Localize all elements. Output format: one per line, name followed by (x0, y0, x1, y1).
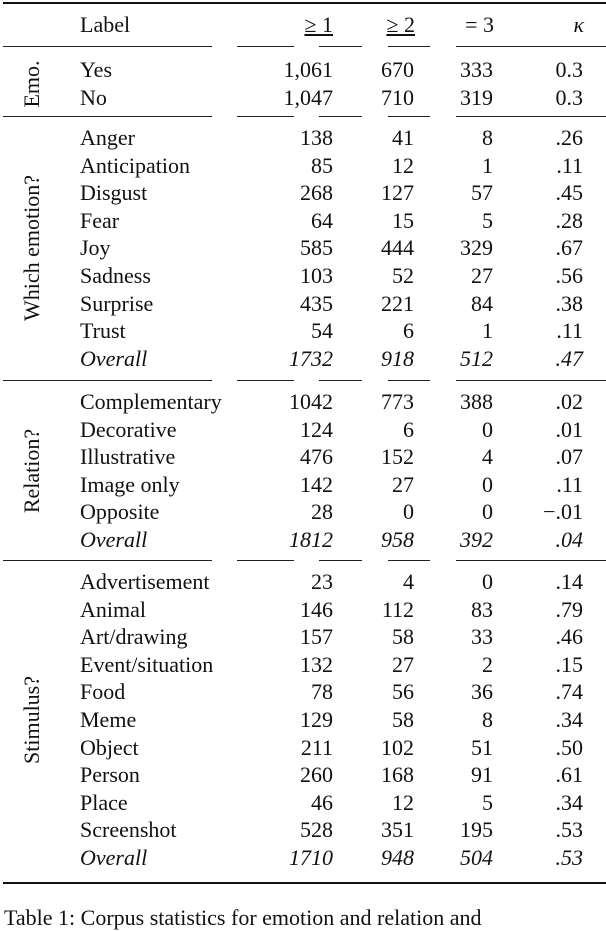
value-ge1: 435 (300, 290, 333, 316)
value-kappa: .07 (555, 444, 583, 470)
value-ge2: 6 (403, 416, 414, 442)
table-row (0, 262, 606, 289)
value-kappa: .47 (555, 345, 583, 371)
row-label: Screenshot (80, 817, 177, 843)
value-eq3: 36 (471, 679, 493, 705)
value-kappa: 0.3 (555, 84, 583, 110)
value-kappa: .28 (555, 207, 583, 233)
value-ge2: 102 (381, 734, 414, 760)
value-eq3: 0 (482, 569, 493, 594)
value-eq3: 5 (482, 789, 493, 815)
table-row (0, 678, 606, 705)
value-eq3: 388 (460, 389, 493, 414)
group-rule-segment (237, 46, 294, 47)
group-rule-segment (3, 560, 212, 561)
value-ge1: 528 (300, 817, 333, 843)
value-kappa: .26 (555, 125, 583, 150)
value-ge1: 1732 (289, 345, 333, 371)
table-row (0, 152, 606, 179)
row-label: Overall (80, 845, 148, 870)
row-label: Meme (80, 707, 137, 732)
group-rule-segment (388, 560, 430, 561)
value-ge2: 112 (381, 596, 414, 622)
group-rule-segment (319, 380, 362, 381)
group-rule-segment (237, 560, 294, 561)
table-row (0, 526, 606, 553)
value-kappa: .11 (556, 152, 583, 178)
value-kappa: .61 (555, 762, 583, 788)
table-row (0, 734, 606, 761)
value-ge2: 4 (403, 569, 414, 594)
row-label: Complementary (80, 389, 222, 414)
value-kappa: .50 (555, 734, 583, 760)
value-ge1: 1710 (289, 845, 333, 870)
value-ge1: 78 (311, 679, 333, 705)
value-eq3: 319 (460, 84, 493, 110)
group-label-text: Which emotion? (18, 175, 44, 322)
value-ge2: 52 (392, 263, 414, 288)
group-rule-segment (388, 380, 430, 381)
row-label: Anger (80, 125, 135, 150)
value-ge1: 585 (300, 235, 333, 261)
value-ge2: 27 (392, 651, 414, 677)
value-ge1: 138 (300, 125, 333, 150)
value-ge2: 127 (381, 180, 414, 206)
value-eq3: 84 (471, 290, 493, 316)
value-ge2: 918 (381, 345, 414, 371)
value-kappa: .15 (555, 651, 583, 677)
value-ge2: 351 (381, 817, 414, 843)
row-label: Place (80, 789, 128, 815)
value-ge1: 157 (300, 624, 333, 650)
value-eq3: 1 (482, 152, 493, 178)
value-kappa: .53 (555, 817, 583, 843)
value-ge1: 103 (300, 263, 333, 288)
value-kappa: .67 (555, 235, 583, 261)
row-label: Art/drawing (80, 624, 188, 650)
value-eq3: 392 (460, 527, 493, 552)
row-label: Animal (80, 596, 146, 622)
group-rule-segment (237, 380, 294, 381)
value-ge2: 12 (392, 152, 414, 178)
header-ge2: ≥ 2 (386, 12, 415, 37)
table-row (0, 623, 606, 650)
table-row (0, 234, 606, 261)
value-kappa: .02 (555, 389, 583, 414)
group-rule-segment (319, 116, 362, 117)
row-label: Food (80, 679, 126, 705)
value-ge2: 773 (381, 389, 414, 414)
value-ge2: 41 (392, 125, 414, 150)
value-ge2: 12 (392, 789, 414, 815)
row-label: Overall (80, 345, 148, 371)
value-ge1: 28 (311, 499, 333, 525)
value-eq3: 333 (460, 57, 493, 82)
value-kappa: .01 (555, 416, 583, 442)
row-label: Object (80, 734, 139, 760)
value-ge1: 124 (300, 416, 333, 442)
table-row (0, 706, 606, 733)
table-row (0, 471, 606, 498)
group-rule-segment (319, 560, 362, 561)
row-label: Image only (80, 471, 180, 497)
table-row (0, 416, 606, 443)
value-ge1: 146 (300, 596, 333, 622)
group-rule-segment (3, 46, 212, 47)
row-label: Opposite (80, 499, 160, 525)
value-kappa: .53 (555, 845, 583, 870)
header-label: Label (80, 12, 131, 37)
value-kappa: .46 (555, 624, 583, 650)
value-eq3: 91 (471, 762, 493, 788)
value-ge2: 221 (381, 290, 414, 316)
value-eq3: 5 (482, 207, 493, 233)
row-label: Joy (80, 235, 111, 261)
row-label: No (80, 84, 107, 110)
table-row (0, 317, 606, 344)
table-row (0, 84, 606, 111)
group-rule-segment (456, 380, 606, 381)
table-row (0, 498, 606, 525)
table-row (0, 345, 606, 372)
value-ge1: 268 (300, 180, 333, 206)
value-ge2: 6 (403, 318, 414, 344)
value-ge2: 15 (392, 207, 414, 233)
value-eq3: 57 (471, 180, 493, 206)
value-eq3: 504 (460, 845, 493, 870)
group-rule-segment (3, 380, 212, 381)
table-row (0, 789, 606, 816)
value-ge1: 85 (311, 152, 333, 178)
value-eq3: 0 (482, 499, 493, 525)
row-label: Trust (80, 318, 126, 344)
table-row (0, 816, 606, 843)
table-row (0, 761, 606, 788)
value-eq3: 195 (460, 817, 493, 843)
table-row (0, 388, 606, 415)
value-eq3: 1 (482, 318, 493, 344)
table-row (0, 844, 606, 871)
group-rule-segment (456, 560, 606, 561)
row-label: Event/situation (80, 651, 214, 677)
table-row (0, 651, 606, 678)
value-ge1: 54 (311, 318, 333, 344)
group-rule-segment (319, 46, 362, 47)
value-ge1: 23 (311, 569, 333, 594)
value-ge2: 670 (381, 57, 414, 82)
value-eq3: 512 (460, 345, 493, 371)
value-ge1: 132 (300, 651, 333, 677)
value-ge1: 211 (300, 734, 333, 760)
header-eq3: = 3 (465, 12, 494, 37)
value-eq3: 4 (482, 444, 493, 470)
value-kappa: .04 (555, 527, 583, 552)
group-rule-segment (456, 116, 606, 117)
value-kappa: 0.3 (555, 57, 583, 82)
value-ge2: 0 (403, 499, 414, 525)
value-kappa: .34 (555, 789, 583, 815)
value-ge1: 1,047 (283, 84, 333, 110)
row-label: Disgust (80, 180, 148, 206)
table-row (0, 124, 606, 151)
value-kappa: −.01 (543, 499, 583, 525)
value-kappa: .74 (555, 679, 583, 705)
row-label: Advertisement (80, 569, 210, 594)
value-ge2: 58 (392, 707, 414, 732)
value-ge2: 444 (381, 235, 414, 261)
table-row (0, 290, 606, 317)
group-rule-segment (456, 46, 606, 47)
value-ge1: 1042 (289, 389, 333, 414)
row-label: Yes (80, 57, 113, 82)
value-ge1: 260 (300, 762, 333, 788)
value-ge1: 142 (300, 471, 333, 497)
group-rule-segment (388, 46, 430, 47)
table-row (0, 56, 606, 83)
value-eq3: 0 (482, 416, 493, 442)
header-kappa: κ (573, 12, 584, 37)
row-label: Overall (80, 527, 148, 552)
row-label: Anticipation (80, 152, 190, 178)
group-label-text: Relation? (18, 428, 44, 513)
value-eq3: 329 (460, 235, 493, 261)
row-label: Sadness (80, 263, 151, 288)
value-ge1: 64 (311, 207, 333, 233)
value-eq3: 51 (471, 734, 493, 760)
value-kappa: .34 (555, 707, 583, 732)
value-kappa: .14 (555, 569, 583, 594)
value-ge2: 948 (381, 845, 414, 870)
value-kappa: .45 (555, 180, 583, 206)
value-ge2: 710 (381, 84, 414, 110)
value-eq3: 8 (482, 707, 493, 732)
value-eq3: 33 (471, 624, 493, 650)
value-eq3: 8 (482, 125, 493, 150)
row-label: Surprise (80, 290, 154, 316)
value-ge2: 152 (381, 444, 414, 470)
value-ge1: 46 (311, 789, 333, 815)
value-ge1: 1,061 (283, 57, 333, 82)
group-rule-segment (3, 116, 212, 117)
group-rule-segment (237, 116, 294, 117)
bottom-rule (3, 882, 606, 884)
table-row (0, 568, 606, 595)
value-kappa: .38 (555, 290, 583, 316)
group-rule-segment (388, 116, 430, 117)
value-kappa: .56 (555, 263, 583, 288)
value-ge2: 168 (381, 762, 414, 788)
row-label: Decorative (80, 416, 177, 442)
top-rule (3, 2, 606, 4)
value-eq3: 2 (482, 651, 493, 677)
row-label: Fear (80, 207, 120, 233)
value-ge2: 958 (381, 527, 414, 552)
value-ge1: 1812 (289, 527, 333, 552)
row-label: Person (80, 762, 140, 788)
group-label-text: Emo. (18, 60, 44, 108)
value-ge2: 56 (392, 679, 414, 705)
value-eq3: 83 (471, 596, 493, 622)
value-eq3: 27 (471, 263, 493, 288)
table-row (0, 443, 606, 470)
table-row (0, 207, 606, 234)
value-kappa: .79 (555, 596, 583, 622)
value-ge2: 27 (392, 471, 414, 497)
value-ge1: 476 (300, 444, 333, 470)
table-row (0, 179, 606, 206)
value-eq3: 0 (482, 471, 493, 497)
value-kappa: .11 (556, 471, 583, 497)
group-label-text: Stimulus? (18, 675, 44, 764)
header-ge1: ≥ 1 (304, 12, 333, 37)
table-row (0, 596, 606, 623)
value-kappa: .11 (556, 318, 583, 344)
value-ge1: 129 (300, 707, 333, 732)
table-caption: Table 1: Corpus statistics for emotion and relation and (4, 905, 482, 930)
row-label: Illustrative (80, 444, 176, 470)
value-ge2: 58 (392, 624, 414, 650)
